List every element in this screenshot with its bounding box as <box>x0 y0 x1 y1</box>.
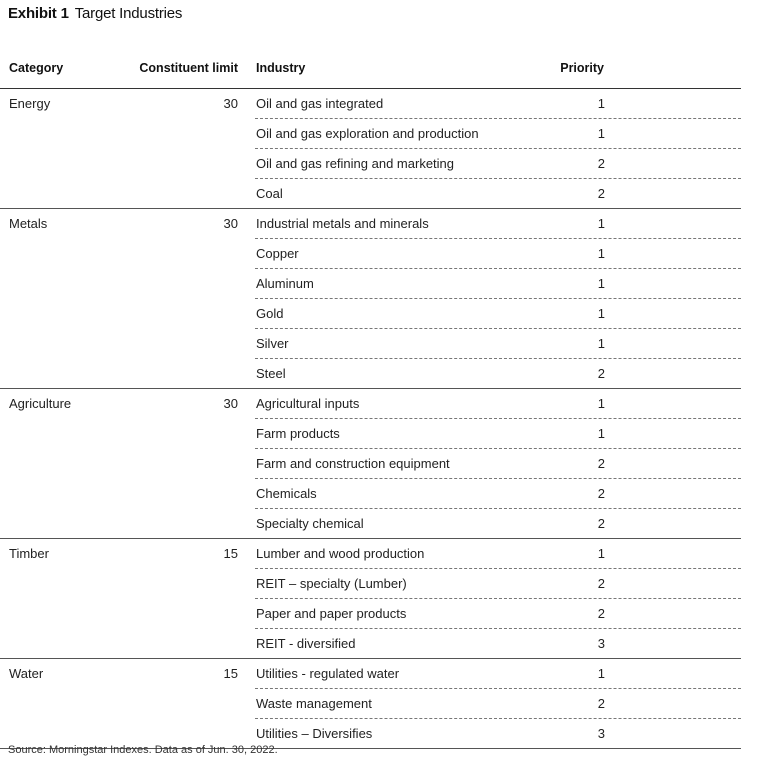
priority-cell: 2 <box>597 486 605 501</box>
industry-cell: Industrial metals and minerals <box>256 216 429 231</box>
table-row <box>255 148 741 178</box>
priority-cell: 1 <box>597 126 605 141</box>
industry-cell: Oil and gas exploration and production <box>256 126 479 141</box>
category-group <box>0 659 741 749</box>
priority-cell: 1 <box>597 666 605 681</box>
industry-cell: Lumber and wood production <box>256 546 425 561</box>
table-row <box>255 238 741 268</box>
table-row <box>255 508 741 538</box>
priority-cell: 2 <box>597 696 605 711</box>
category-name: Energy <box>9 96 51 111</box>
table-row <box>255 418 741 448</box>
industry-cell: Paper and paper products <box>256 606 407 621</box>
priority-cell: 1 <box>597 96 605 111</box>
industry-rows <box>255 89 741 208</box>
exhibit-label: Exhibit 1 <box>8 5 69 22</box>
table-row <box>255 209 741 238</box>
industry-cell: Oil and gas refining and marketing <box>256 156 455 171</box>
priority-cell: 3 <box>597 636 605 651</box>
priority-cell: 1 <box>597 546 605 561</box>
industry-rows <box>255 389 741 538</box>
industry-cell: Copper <box>256 246 299 261</box>
header-priority: Priority <box>560 61 604 75</box>
priority-cell: 1 <box>597 426 605 441</box>
priority-cell: 2 <box>597 516 605 531</box>
industry-cell: Agricultural inputs <box>256 396 360 411</box>
industry-cell: Oil and gas integrated <box>256 96 384 111</box>
table-row <box>255 328 741 358</box>
industry-cell: REIT - diversified <box>256 636 356 651</box>
table-row <box>255 389 741 418</box>
industry-cell: Aluminum <box>256 276 314 291</box>
table-row <box>255 178 741 208</box>
exhibit-title-text: Target Industries <box>74 5 183 22</box>
priority-cell: 2 <box>597 156 605 171</box>
table-row <box>255 478 741 508</box>
category-group <box>0 209 741 389</box>
priority-cell: 2 <box>597 366 605 381</box>
table-row <box>255 688 741 718</box>
table-row <box>255 89 741 118</box>
priority-cell: 2 <box>597 606 605 621</box>
industry-cell: Utilities - regulated water <box>256 666 400 681</box>
industry-cell: Specialty chemical <box>256 516 364 531</box>
table-row <box>255 718 741 748</box>
industry-cell: Waste management <box>256 696 372 711</box>
constituent-limit-value: 15 <box>223 666 238 681</box>
industry-cell: Coal <box>256 186 283 201</box>
constituent-limit-value: 15 <box>223 546 238 561</box>
table-row <box>255 358 741 388</box>
priority-cell: 2 <box>597 456 605 471</box>
category-group <box>0 539 741 659</box>
table-row <box>255 539 741 568</box>
constituent-limit-value: 30 <box>223 216 238 231</box>
constituent-limit-value: 30 <box>223 96 238 111</box>
industry-cell: Chemicals <box>256 486 317 501</box>
priority-cell: 1 <box>597 216 605 231</box>
industry-rows <box>255 209 741 388</box>
industries-table <box>0 89 741 749</box>
header-constituent-limit: Constituent limit <box>139 61 238 75</box>
exhibit-title <box>8 5 182 22</box>
priority-cell: 2 <box>597 576 605 591</box>
source-note: Source: Morningstar Indexes. Data as of Jun. 30, 2022. <box>8 744 278 756</box>
category-name: Metals <box>9 216 48 231</box>
industry-rows <box>255 539 741 658</box>
category-group <box>0 389 741 539</box>
priority-cell: 1 <box>597 246 605 261</box>
category-name: Agriculture <box>9 396 72 411</box>
industry-cell: Silver <box>256 336 289 351</box>
priority-cell: 2 <box>597 186 605 201</box>
industry-cell: Farm and construction equipment <box>256 456 450 471</box>
table-row <box>255 568 741 598</box>
table-row <box>255 448 741 478</box>
header-industry: Industry <box>256 61 306 75</box>
priority-cell: 1 <box>597 276 605 291</box>
table-row <box>255 298 741 328</box>
industry-cell: Farm products <box>256 426 340 441</box>
industry-cell: REIT – specialty (Lumber) <box>256 576 407 591</box>
table-row <box>255 118 741 148</box>
table-row <box>255 268 741 298</box>
table-row <box>255 598 741 628</box>
priority-cell: 1 <box>597 336 605 351</box>
constituent-limit-value: 30 <box>223 396 238 411</box>
priority-cell: 1 <box>597 396 605 411</box>
header-category: Category <box>9 61 64 75</box>
priority-cell: 1 <box>597 306 605 321</box>
industry-cell: Utilities – Diversifies <box>256 726 373 741</box>
industry-cell: Steel <box>256 366 286 381</box>
priority-cell: 3 <box>597 726 605 741</box>
industry-rows <box>255 659 741 748</box>
table-row <box>255 628 741 658</box>
category-group <box>0 89 741 209</box>
industry-cell: Gold <box>256 306 284 321</box>
category-name: Water <box>9 666 44 681</box>
table-row <box>255 659 741 688</box>
category-name: Timber <box>9 546 49 561</box>
